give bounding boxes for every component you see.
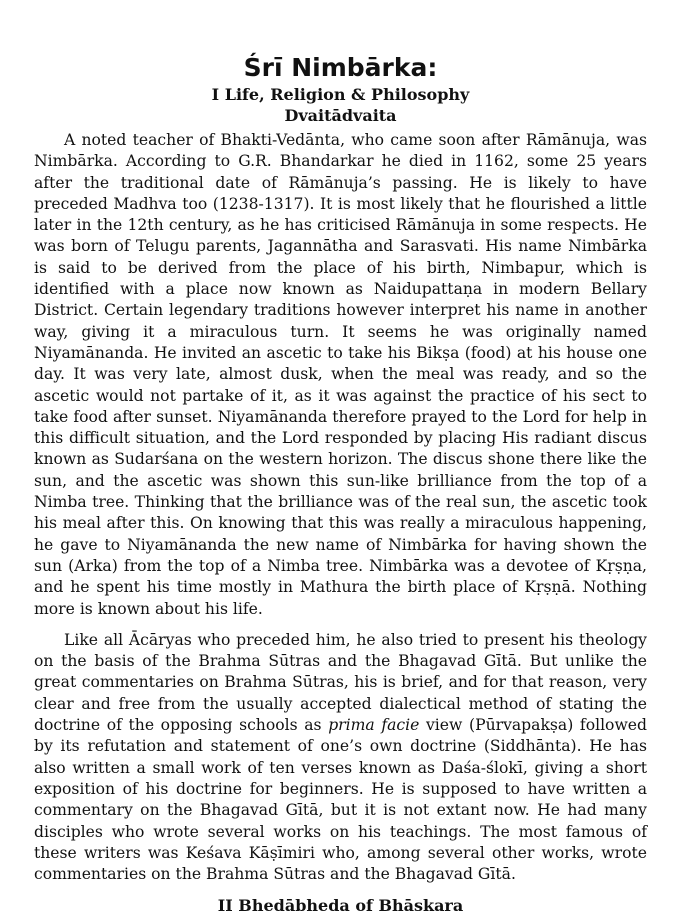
- section-subtitle: I Life, Religion & Philosophy: [211, 85, 470, 104]
- next-section-heading: II Bhedābheda of Bhāskara: [217, 896, 464, 916]
- page-content: [34, 52, 647, 916]
- paragraph-2-text-end: view (Pūrvapakṣa) followed by its refutation and statement of one’s own doctrine (Siddhānta). He has also written a small work of ten verses known as Daśa-ślokī, giving a short exposition of his doctrine for beginners. He is supposed to have written a commentary on the Bhagavad Gītā, but it is not extant now. He had many disciples who wrote several works on his teachings. The most famous of these writers was Keśava Kāṣīmiri who, among several other works, wrote commentaries on the Brahma Sūtras and the Bhagavad Gītā.: [34, 716, 648, 884]
- page-title: Śrī Nimbārka:: [243, 53, 438, 82]
- body-paragraph-1: A noted teacher of Bhakti-Vedānta, who came soon after Rāmānuja, was Nimbārka. According to G.R. Bhandarkar he died in 1162, some 25 years after the traditional date of Rāmānuja’s passing. He is likely to have preceded Madhva too (1238-1317). It is most likely that he flourished a little later in the 12th century, as he has criticised Rāmānuja in some respects. He was born of Telugu parents, Jagannātha and Sarasvati. His name Nimbārka is said to be derived from the place of his birth, Nimbapur, which is identified with a place now known as Naidupattaṇa in modern Bellary District. Certain legendary traditions however interpret his name in another way, giving it a miraculous turn. It seems he was originally named Niyamānanda. He invited an ascetic to take his Bikṣa (food) at his house one day. It was very late, almost dusk, when the meal was ready, and so the ascetic would not partake of it, as it was against the practice of his sect to take food after sunset. Niyamānanda therefore prayed to the Lord for help in this difficult situation, and the Lord responded by placing His radiant discus known as Sudarśana on the western horizon. The discus shone there like the sun, and the ascetic was shown this sun-like brilliance from the top of a Nimba tree. Thinking that the brilliance was of the real sun, the ascetic took his meal after this. On knowing that this was really a miraculous happening, he gave to Niyamānanda the new name of Nimbārka for having shown the sun (Arka) from the top of a Nimba tree. Nimbārka was a devotee of Kṛṣṇa, and he spent his time mostly in Mathura the birth place of Kṛṣṇā. Nothing more is known about his life.: [34, 131, 647, 618]
- italic-term: prima facie: [328, 716, 420, 735]
- body-paragraph-2: [34, 630, 647, 886]
- paragraph-2-text-start: Like all Ācāryas who preceded him, he also tried to present his theology on the basis of the Brahma Sūtras and the Bhagavad Gītā. But unlike the great commentaries on Brahma Sūtras, his is brief, and for that reason, very clear and free from the usually accepted dialectical method of stating the doctrine of the opposing schools as: [34, 630, 647, 735]
- section-sub-subtitle: Dvaitādvaita: [284, 106, 397, 125]
